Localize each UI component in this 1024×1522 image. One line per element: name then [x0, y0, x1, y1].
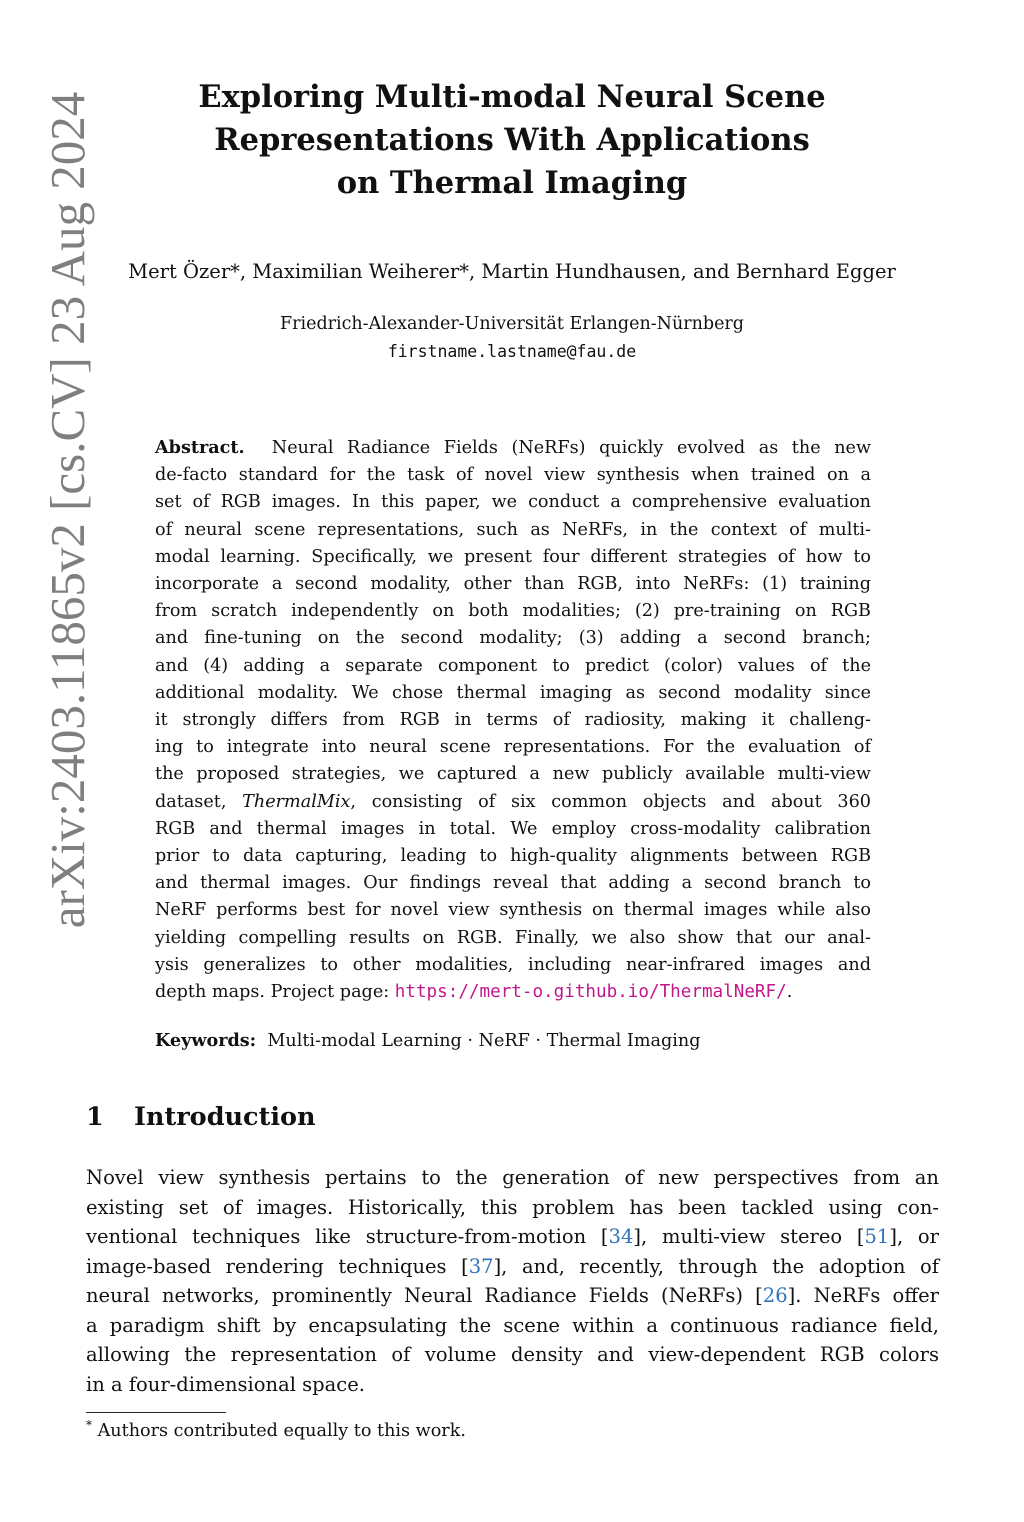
intro-paragraph [86, 1163, 939, 1399]
section-heading [86, 1102, 686, 1132]
intro-line: in a four-dimensional space. [86, 1372, 365, 1396]
citation-link[interactable]: 26 [762, 1284, 788, 1307]
abstract-line: and (4) adding a separate component to predict (color) values of the [155, 655, 871, 676]
abstract-line: dataset, ThermalMix, consisting of six common objects and about 360 [155, 791, 871, 812]
dataset-name: ThermalMix [242, 791, 351, 812]
abstract-line: ysis generalizes to other modalities, including near-infrared images and [155, 954, 871, 975]
abstract-line: RGB and thermal images in total. We employ cross-modality calibration [155, 818, 871, 839]
contact-email[interactable]: firstname.lastname@fau.de [387, 342, 637, 361]
footnote-divider [86, 1412, 226, 1413]
citation-link[interactable]: 37 [468, 1254, 494, 1278]
title-line: on Thermal Imaging [336, 165, 688, 201]
abstract-line: additional modality. We chose thermal imaging as second modality since [155, 682, 871, 703]
abstract [155, 434, 871, 1006]
intro-line: Novel view synthesis pertains to the generation of new perspectives from an [86, 1166, 939, 1189]
keywords-label: Keywords: [155, 1030, 257, 1051]
abstract-label: Abstract. [155, 437, 245, 458]
citation-link[interactable]: 51 [864, 1225, 890, 1248]
abstract-line: depth maps. Project page: https://mert-o.github.io/ThermalNeRF/. [155, 982, 793, 1003]
intro-line: image-based rendering techniques [37], and, recently, through the adoption of [86, 1254, 939, 1278]
intro-line: ventional techniques like structure-from-motion [34], multi-view stereo [51], or [86, 1225, 939, 1248]
abstract-line: from scratch independently on both modalities; (2) pre-training on RGB [155, 601, 871, 622]
title-line: Exploring Multi-modal Neural Scene [198, 79, 826, 115]
title-line: Representations With Applications [214, 122, 810, 158]
abstract-line: it strongly differs from RGB in terms of radiosity, making it challeng- [155, 710, 871, 731]
footnote [86, 1418, 939, 1441]
affiliation: Friedrich-Alexander-Universität Erlangen-Nürnberg [279, 314, 744, 334]
section-title: Introduction [134, 1102, 316, 1132]
abstract-line: modal learning. Specifically, we present four different strategies of how to [155, 546, 871, 567]
project-page-link[interactable]: https://mert-o.github.io/ThermalNeRF/ [394, 982, 787, 1003]
abstract-line: ing to integrate into neural scene representations. For the evaluation of [155, 737, 871, 758]
intro-line: a paradigm shift by encapsulating the scene within a continuous radiance field, [86, 1313, 939, 1337]
intro-line: existing set of images. Historically, this problem has been tackled using con- [86, 1195, 939, 1219]
abstract-line: Abstract. Neural Radiance Fields (NeRFs) quickly evolved as the new [155, 437, 872, 458]
footnote-mark: * [86, 1418, 92, 1432]
abstract-line: incorporate a second modality, other than RGB, into NeRFs: (1) training [155, 574, 871, 595]
abstract-line: the proposed strategies, we captured a new publicly available multi-view [155, 764, 871, 785]
keywords-text: Multi-modal Learning · NeRF · Thermal Imaging [267, 1031, 701, 1051]
abstract-line: of neural scene representations, such as NeRFs, in the context of multi- [155, 519, 871, 540]
abstract-line: NeRF performs best for novel view synthesis on thermal images while also [155, 900, 871, 921]
section-number: 1 [86, 1102, 104, 1132]
abstract-line: set of RGB images. In this paper, we conduct a comprehensive evaluation [155, 492, 871, 513]
intro-line: allowing the representation of volume density and view-dependent RGB colors [86, 1343, 939, 1366]
paper-title [160, 76, 864, 205]
intro-line: neural networks, prominently Neural Radiance Fields (NeRFs) [26]. NeRFs offer [86, 1284, 939, 1307]
keywords [155, 1030, 871, 1051]
abstract-line: and fine-tuning on the second modality; (3) adding a second branch; [155, 628, 871, 649]
abstract-line: and thermal images. Our findings reveal that adding a second branch to [155, 873, 871, 894]
arxiv-identifier-stamp[interactable]: arXiv:2403.11865v2 [cs.CV] 23 Aug 2024 [40, 91, 95, 929]
abstract-line: prior to data capturing, leading to high-quality alignments between RGB [155, 846, 871, 867]
author-list: Mert Özer*, Maximilian Weiherer*, Martin Hundhausen, and Bernhard Egger [128, 260, 896, 283]
abstract-line: yielding compelling results on RGB. Finally, we also show that our anal- [155, 927, 871, 948]
footnote-text: Authors contributed equally to this work. [97, 1420, 466, 1441]
citation-link[interactable]: 34 [608, 1225, 634, 1248]
abstract-line: de-facto standard for the task of novel view synthesis when trained on a [155, 465, 871, 486]
